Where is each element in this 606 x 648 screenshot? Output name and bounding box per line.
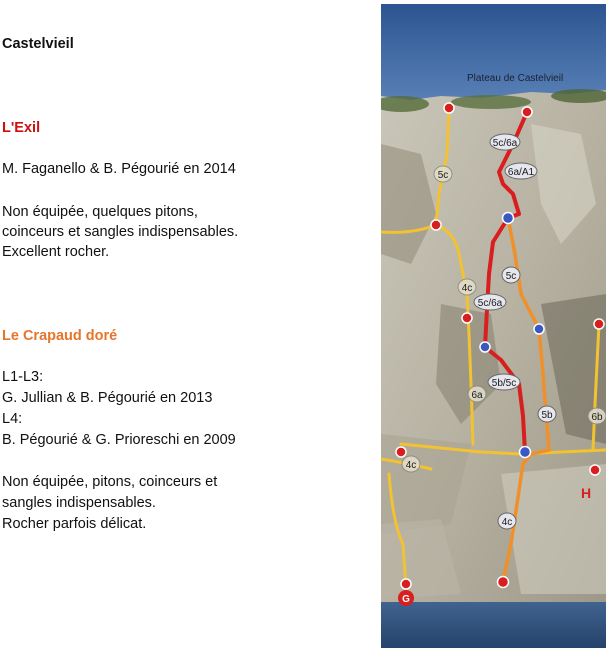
- route-exil-desc-line3: Excellent rocher.: [2, 244, 110, 260]
- svg-text:H: H: [580, 485, 592, 501]
- svg-text:4c: 4c: [501, 517, 513, 528]
- grade-red-1: [490, 134, 520, 150]
- svg-text:6a: 6a: [471, 390, 483, 401]
- svg-text:5c: 5c: [505, 271, 517, 282]
- svg-text:6b: 6b: [591, 412, 603, 423]
- sky-area: [381, 4, 606, 104]
- route-crapaud-desc-line2: sangles indispensables.: [2, 495, 156, 511]
- grade-other-4: [588, 408, 606, 424]
- grade-red-3: [474, 294, 506, 310]
- route-crapaud-desc-line3: Rocher parfois délicat.: [2, 516, 147, 532]
- svg-text:6a/A1: 6a/A1: [507, 167, 535, 178]
- marker-g: [398, 590, 414, 606]
- grade-orange-2: [538, 406, 556, 422]
- route-exil-title: L'Exil: [2, 120, 41, 136]
- grade-red-4: [488, 374, 520, 390]
- route-crapaud-l1l3-authors: G. Jullian & B. Pégourié en 2013: [2, 390, 213, 406]
- grade-other-3: [468, 386, 486, 402]
- route-crapaud-desc-line1: Non équipée, pitons, coinceurs et: [2, 474, 218, 490]
- topo-photo: [381, 4, 606, 648]
- grade-other-1: [434, 166, 452, 182]
- svg-text:5b/5c: 5b/5c: [491, 378, 517, 389]
- route-exil-desc-line1: Non équipée, quelques pitons,: [2, 204, 198, 220]
- route-crapaud-l4-label: L4:: [2, 411, 23, 427]
- marker-h: [581, 485, 591, 501]
- route-exil-desc-line2: coinceurs et sangles indispensables.: [2, 224, 239, 240]
- route-crapaud-l1l3-label: L1-L3:: [2, 369, 44, 385]
- grade-red-2: [505, 163, 537, 179]
- plateau-label: Plateau de Castelvieil: [467, 73, 564, 84]
- svg-text:5c/6a: 5c/6a: [492, 138, 518, 149]
- svg-text:4c: 4c: [461, 283, 473, 294]
- svg-text:5c/6a: 5c/6a: [477, 298, 503, 309]
- grade-orange-1: [502, 267, 520, 283]
- grade-other-2: [458, 279, 476, 295]
- sea-area: [381, 602, 606, 648]
- svg-text:5b: 5b: [541, 410, 553, 421]
- grade-other-5: [402, 456, 420, 472]
- svg-text:4c: 4c: [405, 460, 417, 471]
- grade-orange-3: [498, 513, 516, 529]
- route-crapaud-title: Le Crapaud doré: [2, 328, 118, 344]
- svg-text:G: G: [402, 594, 410, 605]
- svg-text:5c: 5c: [437, 170, 449, 181]
- route-crapaud-l4-authors: B. Pégourié & G. Prioreschi en 2009: [2, 432, 236, 448]
- page-title: Castelvieil: [2, 36, 74, 52]
- route-exil-authors: M. Faganello & B. Pégourié en 2014: [2, 161, 236, 177]
